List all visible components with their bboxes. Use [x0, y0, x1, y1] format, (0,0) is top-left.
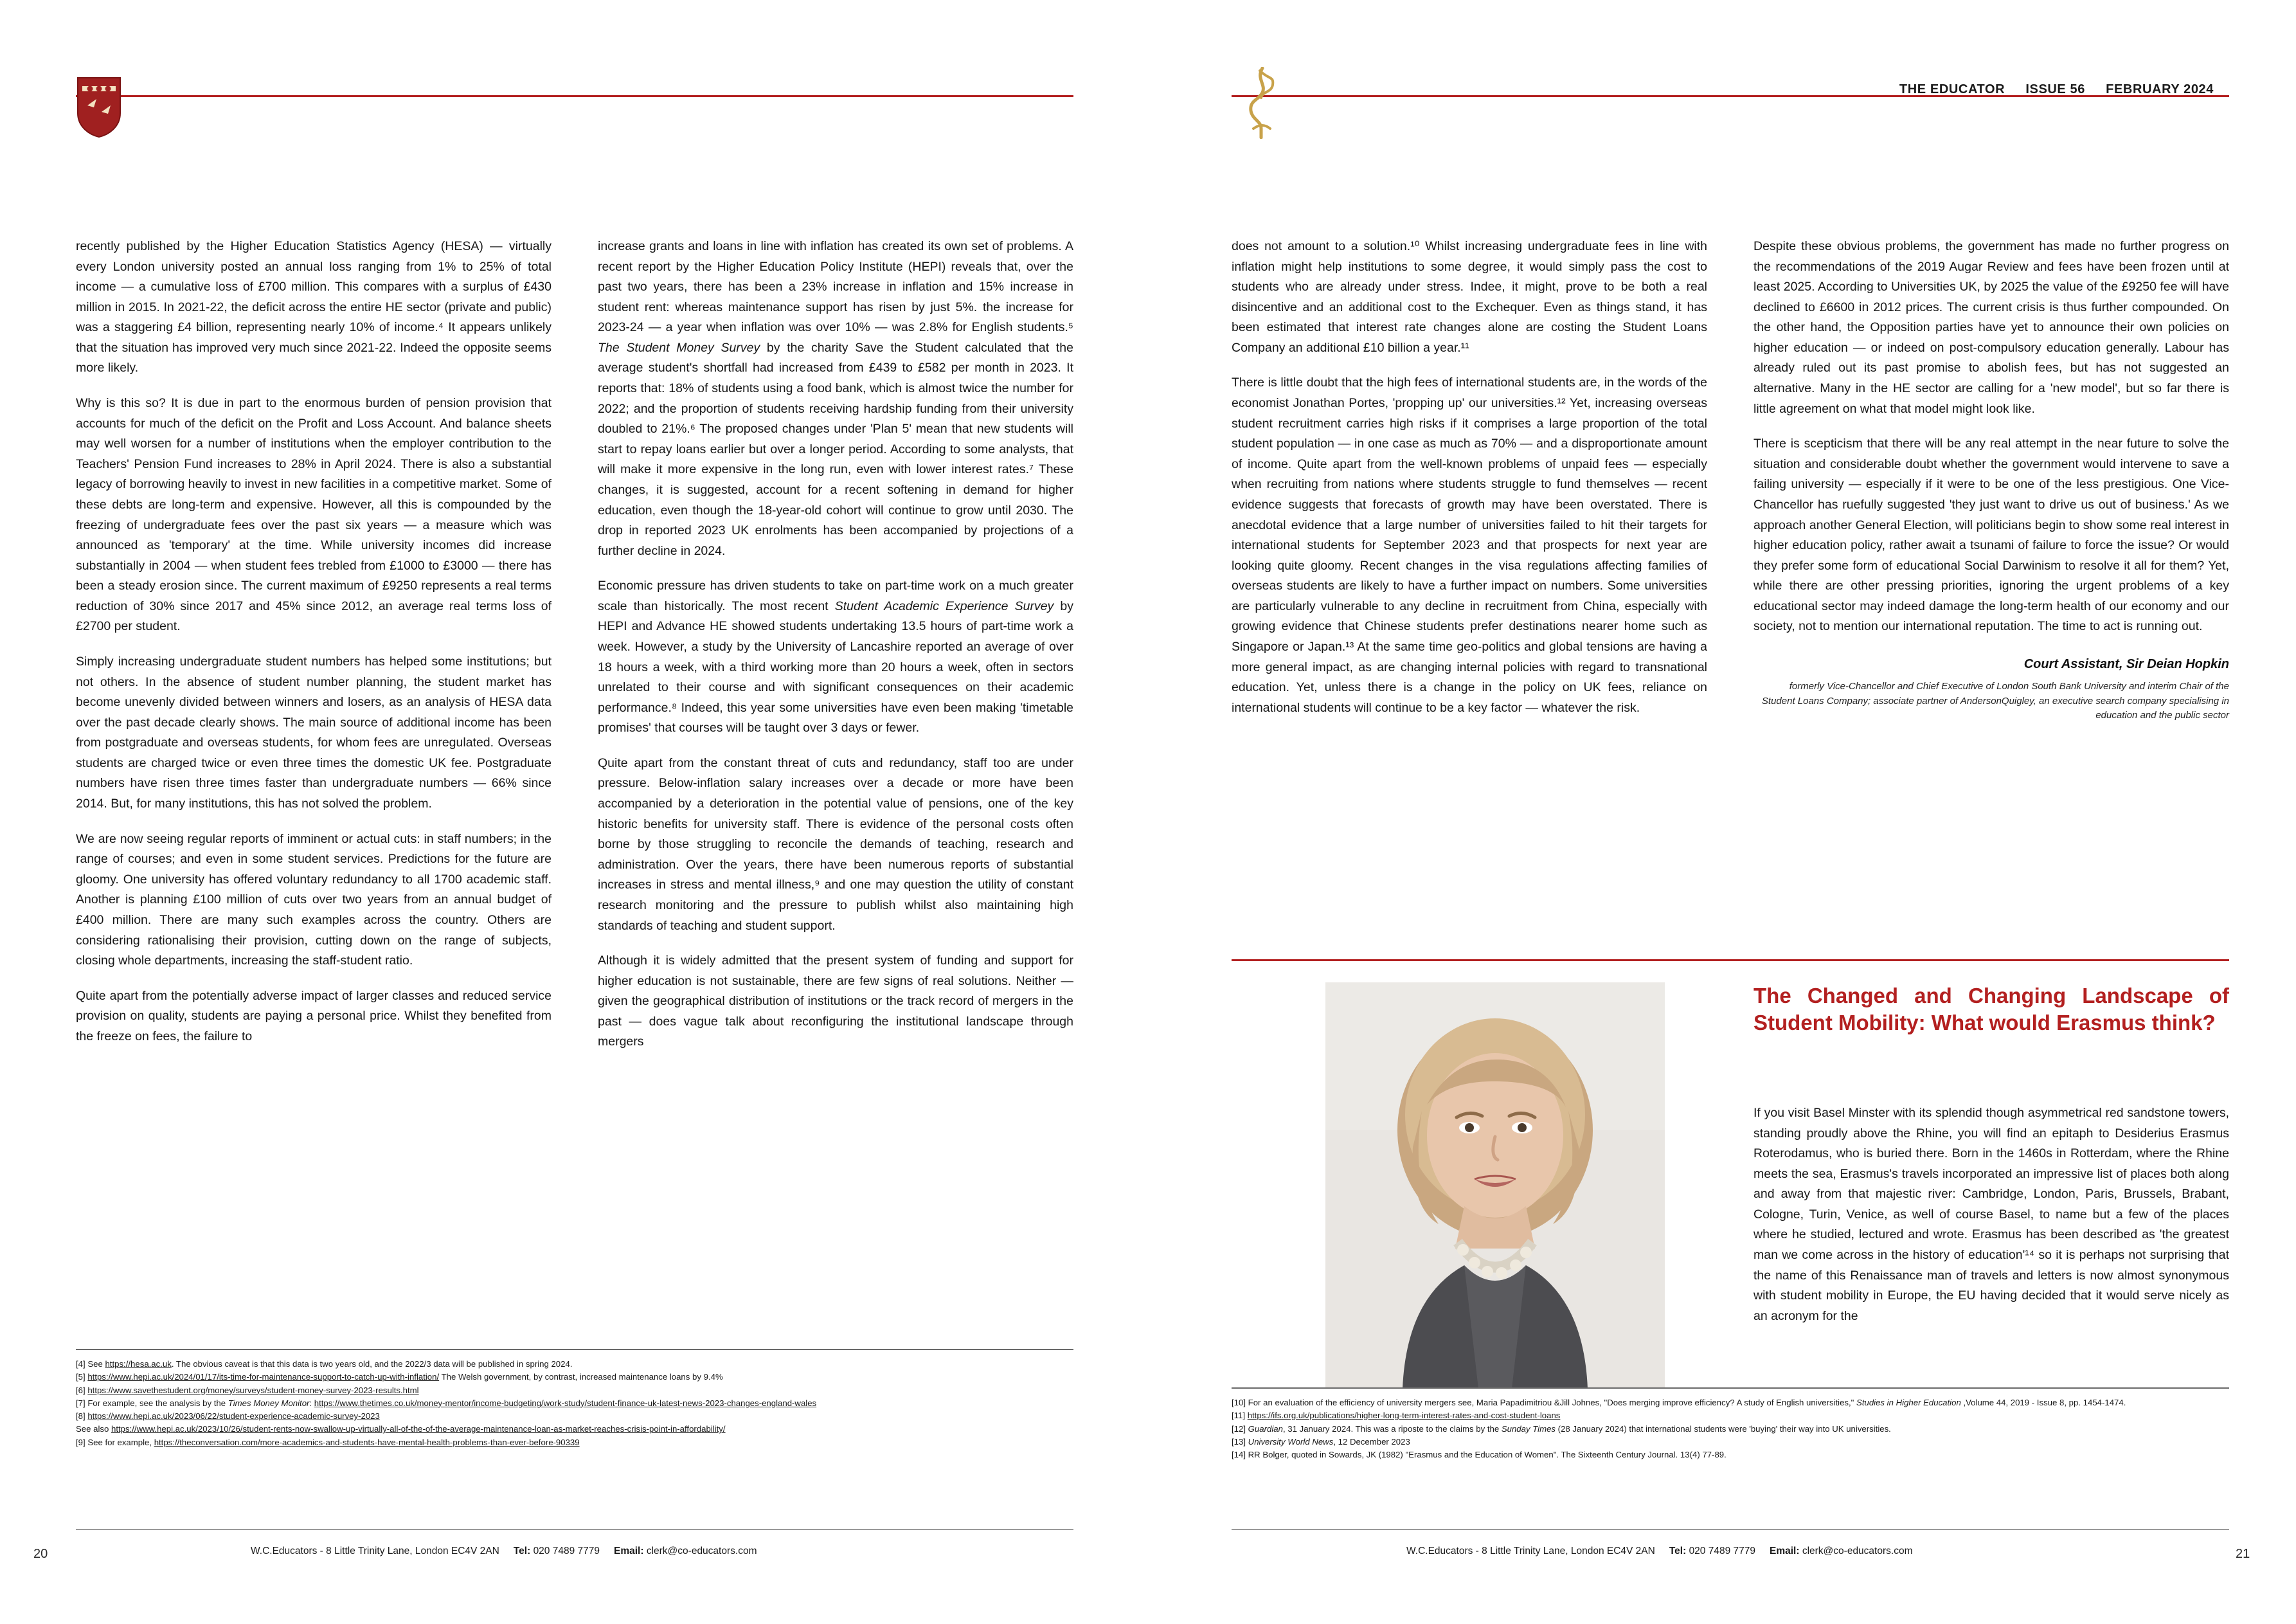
footnote-item: [12] Guardian, 31 January 2024. This was a riposte to the claims by the Sunday Times (28 January 2024) that international students were 'buying' their way into UK universities. [1232, 1423, 1891, 1434]
footnotes-right [1232, 1396, 2229, 1461]
footer-email: clerk@co-educators.com [1802, 1546, 1913, 1556]
byline-bio: formerly Vice-Chancellor and Chief Executive of London South Bank University and interim Chair of the Student Loans Company; associate partner of AndersonQuigley, an executive search company specialising in education and the public sector [1761, 681, 2229, 721]
paragraph: increase grants and loans in line with inflation has created its own set of problems. A recent report by the Higher Education Policy Institute (HEPI) reveals that, over the past two years, there has been a 23% increase in inflation and 15% increase in student rent: whereas maintenance support has risen by just 5%. the increase for 2023-24 — a year when inflation was over 10% — was 2.8% for English students.⁵ The Student Money Survey by the charity Save the Student calculated that the average student's shortfall had increased from £439 to £582 per month in 2023. It reports that: 18% of students using a food bank, which is almost twice the number for 2022; and the proportion of students receiving hardship funding from their university doubled to 21%.⁶ The proposed changes under 'Plan 5' mean that new students will start to repay loans earlier but over a longer period. According to some analysts, that will make it more expensive in the long run, even with lower interest rates.⁷ These changes, it is suggested, account for a recent softening in demand for higher education, even though the 18-year-old cohort will continue to grow until 2030. The drop in reported 2023 UK enrolments has been accompanied by projections of a further decline in 2024. [598, 239, 1073, 558]
article-column-2 [598, 237, 1073, 1052]
footnote-item: [11] https://ifs.org.uk/publications/higher-long-term-interest-rates-and-cost-student-loans [1232, 1411, 1561, 1421]
footnote-item: [13] University World News, 12 December 2023 [1232, 1436, 1410, 1447]
article-column-3 [1232, 237, 1707, 718]
footnote-rule-right [1232, 1387, 2229, 1389]
paragraph: There is scepticism that there will be any real attempt in the near future to solve the situation and considerable doubt whether the government would intervene to save a failing university — especially if it were to be one of the less prestigious. One Vice-Chancellor has ruefully suggested 'they just want to drive us out of business.' As we approach another General Election, will politicians begin to show some real interest in higher education policy, rather await a tsunami of failure to force the issue? Or would they prefer some form of educational Social Darwinism to resolve it all for them? Yet, while there are other pressing priorities, ignoring the urgent problems of a key educational sector may indeed damage the long-term health of our economy and our society, not to mention our international reputation. The time to act is running out. [1753, 437, 2229, 634]
paragraph: Quite apart from the potentially adverse impact of larger classes and reduced service provision on quality, students are paying a personal price. Whilst they benefited from the freeze on fees, the failure to [76, 988, 552, 1043]
footer-tel-label: Tel: [513, 1546, 531, 1556]
footer-email-label: Email: [614, 1546, 644, 1556]
footer-right [1406, 1546, 1912, 1557]
masthead-publication: THE EDUCATOR [1899, 82, 2005, 96]
folio-right: 21 [2236, 1547, 2250, 1561]
footer-email-label: Email: [1770, 1546, 1800, 1556]
folio-left: 20 [33, 1547, 48, 1561]
footnote-item: [10] For an evaluation of the efficiency of university mergers see, Maria Papadimitriou &Jill Johnes, "Does merging improve efficiency? A study of English universities," Studies in Higher Education ,Volume 44, 2019 - Issue 8, pp. 1454-1474. [1232, 1398, 2126, 1407]
article-column-1 [76, 237, 552, 1047]
masthead [1899, 82, 2214, 97]
footnote-item: [4] See https://hesa.ac.uk. The obvious caveat is that this data is two years old, and the 2022/3 data will be published in spring 2024. [76, 1359, 573, 1369]
footnote-item: [9] See for example, https://theconversation.com/more-academics-and-students-have-mental-health-problems-than-ever-before-90339 [76, 1437, 580, 1447]
paragraph: Why is this so? It is due in part to the enormous burden of pension provision that accounts for much of the deficit on the Profit and Loss Account. And balance sheets may well worsen for a number of institutions when the employer contribution to the Teachers' Pension Fund increases to 28% in April 2024. There is also a substantial legacy of borrowing heavily to invest in new facilities in a competitive market. Some of these debts are long-term and expensive. However, all this is compounded by the freezing of undergraduate fees over the past six years — a measure which was announced as 'temporary' at the time. While university incomes did increase substantially in 2004 — when student fees trebled from £1000 to £3000 — there has been a steady erosion since. The current maximum of £9250 represents a real terms reduction of 30% since 2017 and 45% since 2012, an average real terms loss of £2700 per student. [76, 396, 552, 634]
footer-email: clerk@co-educators.com [646, 1546, 757, 1556]
byline [1753, 654, 2229, 723]
masthead-date: FEBRUARY 2024 [2106, 82, 2214, 96]
article2-body: If you visit Basel Minster with its splendid though asymmetrical red sandstone towers, standing proudly above the Rhine, you will find an epitaph to Desiderius Erasmus Roterodamus, who is buried there. Born in the 1460s in Rotterdam, where the Rhine meets the sea, Erasmus's travels incorporated an impressive list of places both along and away from that majestic river: Cambridge, London, Paris, Brussels, Brabant, Cologne, Turin, Venice, as well of course Basel, to name but a few of the places where he studied, lectured and wrote. Erasmus has been described as 'the greatest man we come across in the history of education'¹⁴ so it is perhaps not surprising that the name of this Renaissance man of travels and letters is now almost synonymous with student mobility in Europe, the EU having decided that it would serve nicely as an acronym for the [1753, 1106, 2229, 1323]
footnote-item: [7] For example, see the analysis by the Times Money Monitor: https://www.thetimes.co.uk/money-mentor/income-budgeting/work-study/student-finance-uk-latest-news-2023-changes-england-wales [76, 1398, 817, 1408]
footer-tel: 020 7489 7779 [533, 1546, 600, 1556]
paragraph: Quite apart from the constant threat of cuts and redundancy, staff too are under pressure. Below-inflation salary increases over a decade or more have been accompanied by a deterioration in the potential value of pensions, one of the key historic benefits for university staff. There is evidence of the personal costs often borne by those struggling to reconcile the demands of teaching, research and administration. Over the years, there have been numerous reports of substantial increases in stress and mental illness,⁹ and one may question the utility of constant research monitoring and the pressure to publish whilst also maintaining high standards of teaching and student support. [598, 755, 1073, 933]
footnote-item: [5] https://www.hepi.ac.uk/2024/01/17/its-time-for-maintenance-support-to-catch-up-with-inflation/ The Welsh government, by contrast, increased maintenance loans by 9.4% [76, 1372, 723, 1382]
article2-title: The Changed and Changing Landscape of Student Mobility: What would Erasmus think? [1753, 984, 2229, 1035]
footer-org: W.C.Educators - 8 Little Trinity Lane, London EC4V 2AN [1406, 1546, 1655, 1556]
paragraph: Despite these obvious problems, the government has made no further progress on the recommendations of the 2019 Augar Review and fees have been frozen until at least 2025. According to Universities UK, by 2025 the value of the £9250 fee will have declined to £6600 in 2012 prices. The current crisis is thus further compounded. On the other hand, the Opposition parties have yet to announce their own policies on higher education — or indeed on post-compulsory education generally. Labour has already ruled out its past promise to abolish fees, but has not suggested an alternative. Many in the HE sector are calling for a 'new model', but so far there is little agreement on what that model might look like. [1753, 239, 2229, 416]
header-rule-left [76, 95, 1073, 97]
footnote-item: See also https://www.hepi.ac.uk/2023/10/26/student-rents-now-swallow-up-virtually-all-of-the-of-the-average-maintenance-loan-as-market-reaches-crisis-point-in-affordability/ [76, 1424, 726, 1434]
byline-name: Court Assistant, Sir Deian Hopkin [2023, 656, 2229, 671]
article-column-4 [1753, 237, 2229, 723]
footer-left [251, 1546, 757, 1557]
author-portrait [1325, 982, 1665, 1389]
paragraph: Simply increasing undergraduate student numbers has helped some institutions; but not others. In the absence of student number planning, the student market has become unevenly divided between winners and losers, as an analysis of HESA data over the past decade clearly shows. The main source of additional income has been from postgraduate and overseas students, for whom fees are unregulated. Overseas students are charged twice or even three times the domestic UK fee. Postgraduate numbers have risen three times faster than undergraduate numbers — 66% since 2014. But, for many institutions, this has not solved the problem. [76, 654, 552, 811]
footer-rule-left [76, 1529, 1073, 1530]
footnote-item: [6] https://www.savethestudent.org/money/surveys/student-money-survey-2023-results.html [76, 1385, 419, 1395]
crest-logo [76, 76, 122, 139]
paragraph: does not amount to a solution.¹⁰ Whilst increasing undergraduate fees in line with inflation might help institutions to some degree, it would simply pass the cost to students who are already under stress. Indee, it might, prove to be both a real disincentive and an additional cost to the Exchequer. Even as things stand, it has been estimated that interest rate changes alone are costing the Student Loans Company an additional £10 billion a year.¹¹ [1232, 239, 1707, 355]
footnotes-left [76, 1358, 1073, 1449]
masthead-issue: ISSUE 56 [2025, 82, 2085, 96]
footer-rule-right [1232, 1529, 2229, 1530]
paragraph: Although it is widely admitted that the present system of funding and support for higher education is not sustainable, there are few signs of real solutions. Neither — given the geographical distribution of institutions or the track record of mergers in the past — does vague talk about reconfiguring the institutional landscape through mergers [598, 953, 1073, 1049]
footnote-item: [8] https://www.hepi.ac.uk/2023/06/22/student-experience-academic-survey-2023 [76, 1411, 380, 1421]
footnote-rule-left [76, 1349, 1073, 1350]
footer-org: W.C.Educators - 8 Little Trinity Lane, London EC4V 2AN [251, 1546, 499, 1556]
paragraph: We are now seeing regular reports of imminent or actual cuts: in staff numbers; in the range of courses; and even in some student services. Predictions for the future are gloomy. One university has offered voluntary redundancy to all 1700 academic staff. Another is planning £100 million of cuts over two years from an annual budget of £400 million. There are many such examples across the country. Others are considering rationalising their provision, cutting down on the range of subjects, closing whole departments, increasing the staff-student ratio. [76, 831, 552, 968]
footer-tel: 020 7489 7779 [1689, 1546, 1755, 1556]
paragraph: recently published by the Higher Education Statistics Agency (HESA) — virtually every London university posted an annual loss ranging from 1% to 25% of total income — a cumulative loss of £700 million. This compares with a surplus of £430 million in 2015. In 2021-22, the deficit across the entire HE sector (private and public) was a staggering £4 billion, representing nearly 10% of income.⁴ It appears unlikely that the situation has improved very much since 2021-22. Indeed the opposite seems more likely. [76, 239, 552, 375]
flame-icon [1241, 67, 1280, 139]
footnote-item: [14] RR Bolger, quoted in Sowards, JK (1982) "Erasmus and the Education of Women". The Sixteenth Century Journal. 13(4) 77-89. [1232, 1450, 1726, 1460]
footer-tel-label: Tel: [1669, 1546, 1687, 1556]
paragraph: Economic pressure has driven students to take on part-time work on a much greater scale than historically. The most recent Student Academic Experience Survey by HEPI and Advance HE showed students undertaking 13.5 hours of part-time work a week. However, a study by the University of Lancashire reported an average of over 18 hours a week, with a third working more than 20 hours a week, often in sectors unrelated to their course and with significant consequences on their academic performance.⁸ Indeed, this year some universities have even been making 'timetable promises' that courses will be taught over 3 days or fewer. [598, 579, 1073, 735]
article2-divider [1232, 959, 2229, 961]
paragraph: There is little doubt that the high fees of international students are, in the words of the economist Jonathan Portes, 'propping up' our universities.¹² Yet, increasing overseas student recruitment carries high risks if it comprises a large proportion of the total student population — in one case as much as 70% — and a disproportionate amount of income. Quite apart from the well-known problems of unpaid fees — especially when recruiting from nations where students struggle to fund themselves — recent evidence suggests that forecasts of growth may have been overstated. There is anecdotal evidence that a large number of universities failed to hit their targets for international students for September 2023 and that prospects for next year are looking quite gloomy. Recent changes in the visa regulations affecting families of overseas students are likely to have a further impact on numbers. Some universities are particularly vulnerable to any decline in recruitment from China, especially with growing evidence that Chinese students prefer destinations nearer home such as Singapore or Japan.¹³ At the same time geo-politics and global tensions are having a more general impact, as are changing internal policies with regard to transnational education. Yet, unless there is a change in the policy on UK fees, reliance on international students will continue to be a key factor — whatever the risk. [1232, 375, 1707, 715]
